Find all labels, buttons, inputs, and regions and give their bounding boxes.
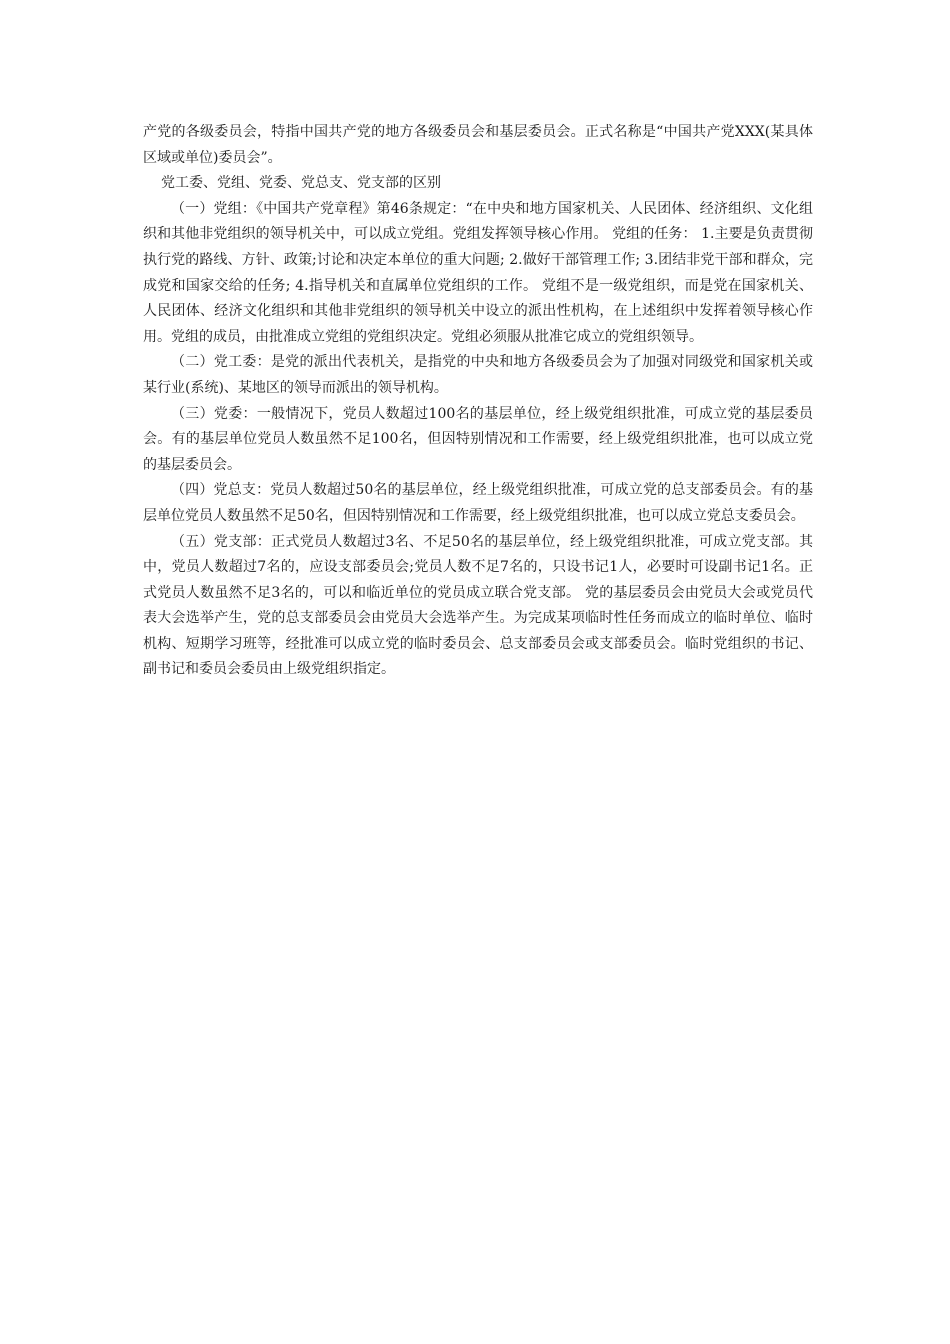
paragraph-continuation: 产党的各级委员会，特指中国共产党的地方各级委员会和基层委员会。正式名称是“中国共产党XXX(某具体区域或单位)委员会”。	[143, 124, 813, 166]
paragraph-work-committee: （二）党工委：是党的派出代表机关，是指党的中央和地方各级委员会为了加强对同级党和国家机关或某行业(系统)、某地区的领导而派出的领导机构。	[143, 354, 813, 396]
paragraph-party-branch: （五）党支部：正式党员人数超过3名、不足50名的基层单位，经上级党组织批准，可成立党支部。其中，党员人数超过7名的，应设支部委员会;党员人数不足7名的，只设书记1人，必要时可设副书记1名。正式党员人数虽然不足3名的，可以和临近单位的党员成立联合党支部。 党的基层委员会由党员大会或党员代表大会选举产生，党的总支部委员会由党员大会选举产生。为完成某项临时性任务而成立的临时单位、临时机构、短期学习班等，经批准可以成立党的临时委员会、总支部委员会或支部委员会。临时党组织的书记、副书记和委员会委员由上级党组织指定。	[143, 533, 813, 678]
paragraph-party-committee: （三）党委：一般情况下，党员人数超过100名的基层单位，经上级党组织批准，可成立党的基层委员会。有的基层单位党员人数虽然不足100名，但因特别情况和工作需要，经上级党组织批准，也可以成立党的基层委员会。	[143, 405, 813, 473]
document-body	[143, 120, 813, 683]
paragraph-party-group: （一）党组：《中国共产党章程》第46条规定：“在中央和地方国家机关、人民团体、经济组织、文化组织和其他非党组织的领导机关中，可以成立党组。党组发挥领导核心作用。 党组的任务： 1.主要是负责贯彻执行党的路线、方针、政策;讨论和决定本单位的重大问题; 2.做好干部管理工作; 3.团结非党干部和群众，完成党和国家交给的任务; 4.指导机关和直属单位党组织的工作。 党组不是一级党组织，而是党在国家机关、人民团体、经济文化组织和其他非党组织的领导机关中设立的派出性机构，在上述组织中发挥着领导核心作用。党组的成员，由批准成立党组的党组织决定。党组必须服从批准它成立的党组织领导。	[143, 200, 813, 345]
paragraph-general-branch: （四）党总支：党员人数超过50名的基层单位，经上级党组织批准，可成立党的总支部委员会。有的基层单位党员人数虽然不足50名，但因特别情况和工作需要，经上级党组织批准，也可以成立党总支委员会。	[143, 482, 813, 524]
section-heading: 党工委、党组、党委、党总支、党支部的区别	[161, 175, 441, 192]
